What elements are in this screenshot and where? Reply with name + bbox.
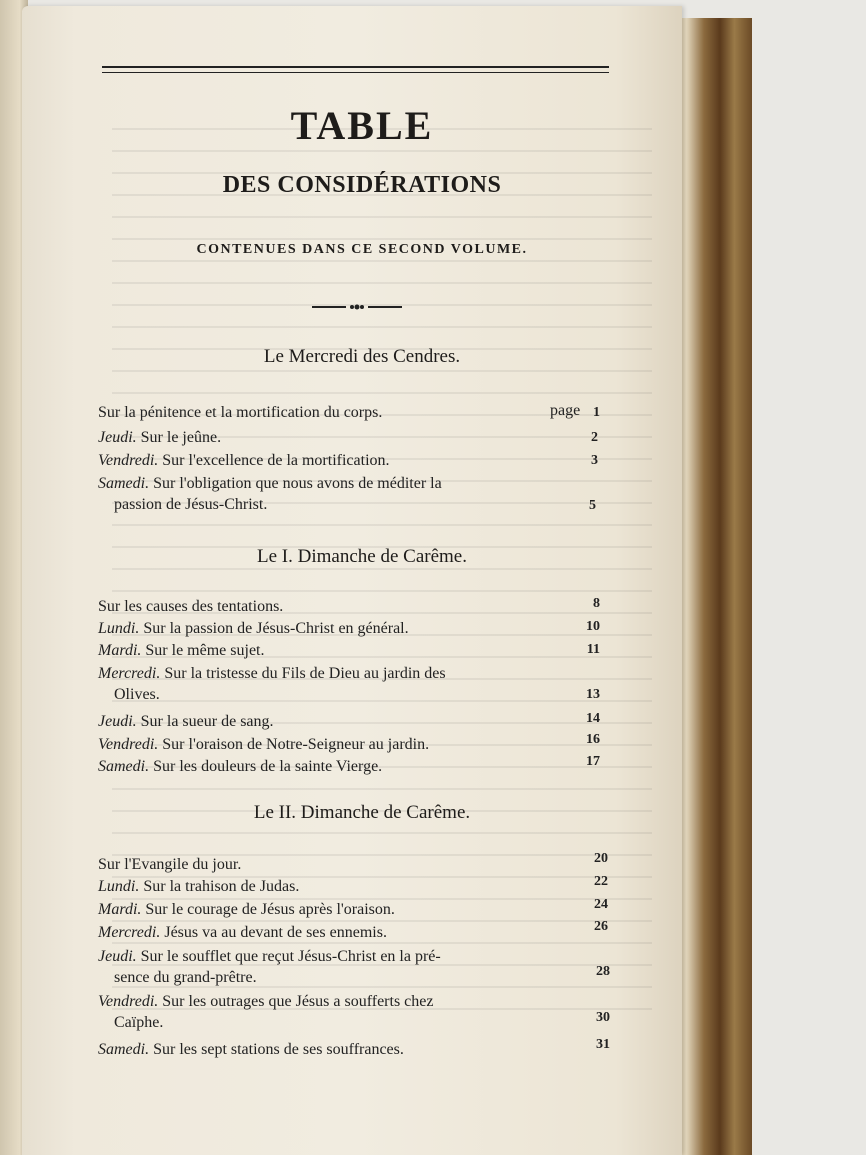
- entry-day: Mercredi.: [98, 665, 161, 682]
- toc-entry: [98, 427, 598, 448]
- entry-day: Vendredi.: [98, 452, 159, 469]
- entry-day: Samedi.: [98, 475, 150, 492]
- ornament-divider: [312, 303, 402, 311]
- entry-text: Sur les causes des tentations.: [98, 598, 284, 615]
- toc-entry: [98, 596, 598, 617]
- entry-page: 31: [596, 1037, 610, 1052]
- toc-entry: [98, 450, 598, 471]
- toc-entry: [98, 922, 598, 943]
- entry-page: 3: [591, 453, 598, 468]
- entry-page: 24: [594, 897, 608, 912]
- toc-entry: [98, 991, 598, 1033]
- page-title: TABLE: [290, 103, 434, 148]
- toc-entry: [98, 756, 598, 777]
- entry-page: 10: [586, 619, 600, 634]
- entry-text: Sur le courage de Jésus après l'oraison.: [141, 901, 395, 918]
- entry-page: 22: [594, 874, 608, 889]
- entry-day: Mardi.: [98, 642, 142, 659]
- entry-text: Sur le soufflet que reçut Jésus-Christ en la pré-: [136, 948, 441, 965]
- toc-entry: [98, 876, 598, 897]
- section-heading: Le Mercredi des Cendres.: [263, 346, 461, 367]
- entry-page: 14: [586, 711, 600, 726]
- entry-text: Sur l'oraison de Notre-Seigneur au jardin.: [158, 736, 430, 753]
- toc-entry: [98, 711, 598, 732]
- entry-text: Sur l'obligation que nous avons de méditer la: [149, 475, 442, 492]
- toc-entry: [98, 618, 598, 639]
- entry-day: Lundi.: [98, 620, 140, 637]
- entry-page: 11: [586, 642, 600, 657]
- entry-day: Mercredi.: [98, 924, 161, 941]
- entry-page: 16: [586, 732, 600, 747]
- toc-entry: [98, 734, 598, 755]
- entry-day: Lundi.: [98, 878, 140, 895]
- book-spine: [672, 18, 752, 1155]
- entry-page: 5: [589, 498, 596, 513]
- entry-day: Samedi.: [98, 1041, 150, 1058]
- entry-day: Jeudi.: [98, 948, 137, 965]
- toc-entry: [98, 946, 598, 988]
- toc-entry: [98, 402, 598, 423]
- entry-page: 26: [594, 919, 608, 934]
- entry-text: Sur le même sujet.: [141, 642, 265, 659]
- entry-text: Sur la passion de Jésus-Christ en général.: [139, 620, 409, 637]
- entry-text: Sur la pénitence et la mortification du corps.: [98, 404, 383, 421]
- header-rule-thin: [102, 72, 609, 73]
- toc-entry: [98, 854, 598, 875]
- entry-page: 17: [586, 754, 600, 769]
- entry-continuation: Olives.: [114, 686, 160, 703]
- entry-text: Sur l'excellence de la mortification.: [158, 452, 390, 469]
- entry-page: 1: [593, 405, 600, 420]
- toc-entry: [98, 663, 598, 705]
- section-heading: Le II. Dimanche de Carême.: [253, 802, 471, 823]
- section-heading: Le I. Dimanche de Carême.: [257, 546, 467, 567]
- entry-day: Vendredi.: [98, 736, 159, 753]
- entry-text: Jésus va au devant de ses ennemis.: [160, 924, 387, 941]
- entry-day: Vendredi.: [98, 993, 159, 1010]
- book-page: [22, 6, 682, 1155]
- entry-page: 13: [586, 687, 600, 702]
- entry-text: Sur la sueur de sang.: [136, 713, 274, 730]
- entry-page: 30: [596, 1010, 610, 1025]
- entry-text: Sur les outrages que Jésus a soufferts chez: [158, 993, 434, 1010]
- toc-entry: [98, 1039, 598, 1060]
- entry-day: Jeudi.: [98, 429, 137, 446]
- page-subsubtitle: CONTENUES DANS CE SECOND VOLUME.: [196, 242, 528, 257]
- entry-day: Samedi.: [98, 758, 150, 775]
- header-rule-thick: [102, 66, 609, 68]
- page-subtitle: DES CONSIDÉRATIONS: [222, 172, 502, 198]
- entry-text: Sur la trahison de Judas.: [139, 878, 300, 895]
- entry-day: Jeudi.: [98, 713, 137, 730]
- toc-entry: [98, 640, 598, 661]
- entry-continuation: Caïphe.: [114, 1014, 164, 1031]
- page-label: page: [550, 402, 581, 419]
- entry-text: Sur le jeûne.: [136, 429, 222, 446]
- toc-entry: [98, 899, 598, 920]
- entry-page: 8: [593, 596, 600, 611]
- entry-text: Sur les douleurs de la sainte Vierge.: [149, 758, 383, 775]
- entry-text: Sur l'Evangile du jour.: [98, 856, 242, 873]
- entry-day: Mardi.: [98, 901, 142, 918]
- entry-text: Sur les sept stations de ses souffrances.: [149, 1041, 404, 1058]
- entry-continuation: passion de Jésus-Christ.: [114, 496, 268, 513]
- entry-page: 20: [594, 851, 608, 866]
- entry-text: Sur la tristesse du Fils de Dieu au jardin des: [160, 665, 446, 682]
- entry-page: 28: [596, 964, 610, 979]
- entry-page: 2: [591, 430, 598, 445]
- toc-entry: [98, 473, 598, 515]
- entry-continuation: sence du grand-prêtre.: [114, 969, 257, 986]
